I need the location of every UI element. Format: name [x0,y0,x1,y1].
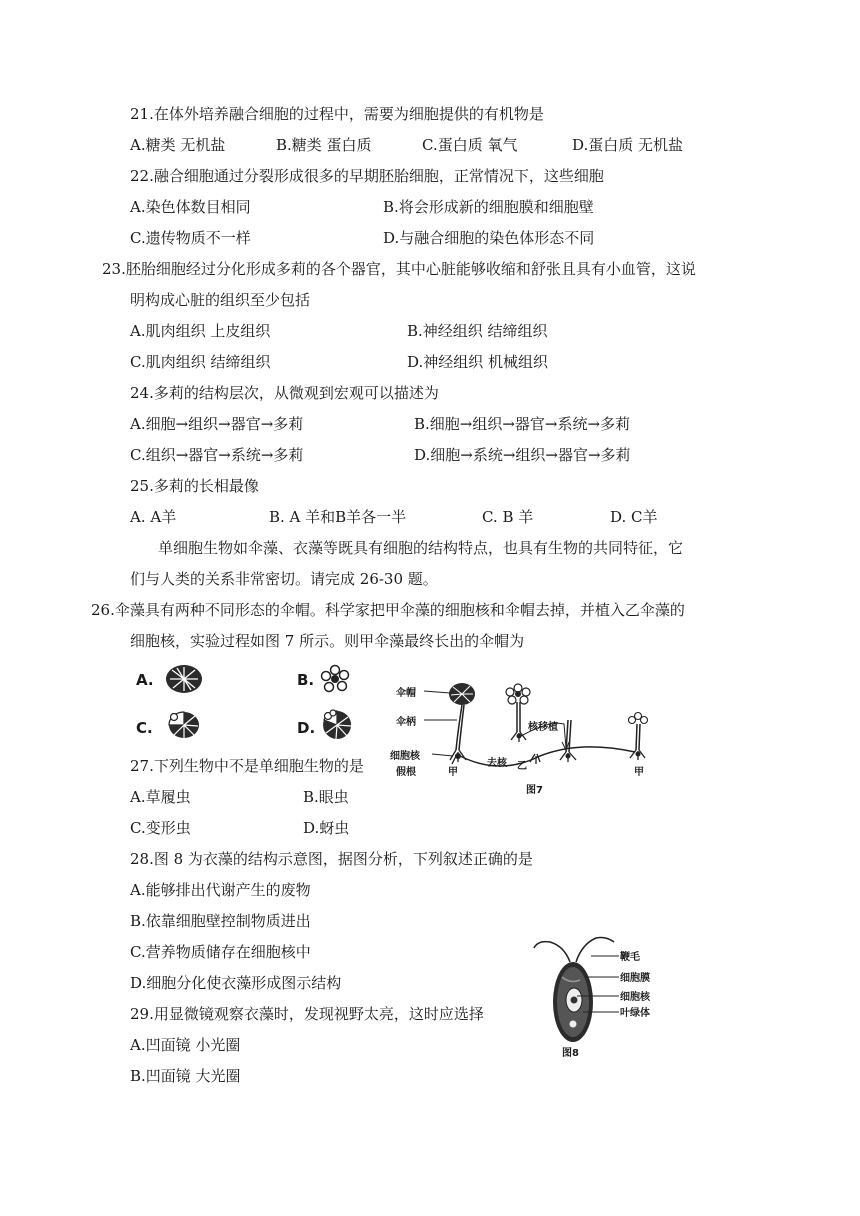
q29-option-b: B.凹面镜 大光圈 [130,1067,241,1085]
q26-option-b-letter: B. [297,671,315,689]
q21-option-d: D.蛋白质 无机盐 [572,136,684,154]
fig8-label-flagellum: 鞭毛 [620,952,640,963]
q26-option-c-cap-image [162,708,206,742]
q23-stem-line1: 23.胚胎细胞经过分化形成多莉的各个器官，其中心脏能够收缩和舒张且具有小血管，这说 [102,260,696,278]
q27-stem: 27.下列生物中不是单细胞生物的是 [130,757,364,775]
q22-option-d: D.与融合细胞的染色体形态不同 [383,229,595,247]
q28-option-c: C.营养物质储存在细胞核中 [130,943,311,961]
q27-option-c: C.变形虫 [130,819,191,837]
q23-option-c: C.肌肉组织 结缔组织 [130,353,271,371]
q23-option-b: B.神经组织 结缔组织 [407,322,548,340]
q27-option-a: A.草履虫 [130,788,191,806]
q21-stem: 21.在体外培养融合细胞的过程中，需要为细胞提供的有机物是 [130,105,544,123]
q25-option-c: C. B 羊 [482,508,534,526]
fig8-label-chloroplast: 叶绿体 [620,1008,650,1019]
q27-option-d: D.蚜虫 [303,819,350,837]
q21-option-c: C.蛋白质 氧气 [422,136,518,154]
q26-option-c-letter: C. [136,719,153,737]
q26-option-d-cap-image [320,708,354,742]
fig8-label-membrane: 细胞膜 [620,973,650,984]
q26-option-d-letter: D. [297,719,316,737]
q25-option-d: D. C羊 [610,508,658,526]
q26-option-a-cap-image [162,662,206,696]
figure-8-leader-lines [565,950,625,1020]
q27-option-b: B.眼虫 [303,788,349,806]
q28-option-b: B.依靠细胞壁控制物质进出 [130,912,311,930]
q23-option-d: D.神经组织 机械组织 [407,353,549,371]
fig7-caption: 图7 [526,785,543,796]
fig7-label-stalk: 伞柄 [396,717,416,728]
q24-stem: 24.多莉的结构层次，从微观到宏观可以描述为 [130,384,439,402]
q26-stem-line1: 26.伞藻具有两种不同形态的伞帽。科学家把甲伞藻的细胞核和伞帽去掉，并植入乙伞藻的 [91,601,685,619]
fig7-label-transplant: 核移植 [528,722,558,733]
fig8-label-nucleus: 细胞核 [620,992,650,1003]
fig7-label-yi: 乙 [517,761,527,772]
q28-option-a: A.能够排出代谢产生的废物 [130,881,311,899]
fig7-label-jia-right: 甲 [634,767,644,778]
fig7-label-cap: 伞帽 [396,688,416,699]
q29-stem: 29.用显微镜观察衣藻时，发现视野太亮，这时应选择 [130,1005,484,1023]
fig8-caption: 图8 [562,1048,579,1059]
q25-stem: 25.多莉的长相最像 [130,477,259,495]
q22-option-a: A.染色体数目相同 [130,198,251,216]
q24-option-b: B.细胞→组织→器官→系统→多莉 [414,415,631,433]
figure-7-diagram [390,680,660,800]
intro-line2: 们与人类的关系非常密切。请完成 26-30 题。 [130,570,438,588]
fig7-label-nucleus: 细胞核 [390,751,420,762]
q24-option-c: C.组织→器官→系统→多莉 [130,446,304,464]
q26-option-a-letter: A. [136,671,154,689]
q24-option-a: A.细胞→组织→器官→多莉 [130,415,304,433]
fig7-label-jia-left: 甲 [448,767,458,778]
q21-option-a: A.糖类 无机盐 [130,136,226,154]
q28-stem: 28.图 8 为衣藻的结构示意图，据图分析，下列叙述正确的是 [130,850,533,868]
fig7-label-rhizoid: 假根 [396,767,416,778]
q21-option-b: B.糖类 蛋白质 [276,136,372,154]
q25-option-a: A. A羊 [130,508,177,526]
q29-option-a: A.凹面镜 小光圈 [130,1036,241,1054]
q25-option-b: B. A 羊和B羊各一半 [269,508,407,526]
q23-option-a: A.肌肉组织 上皮组织 [130,322,271,340]
q22-option-c: C.遗传物质不一样 [130,229,251,247]
q28-option-d: D.细胞分化使衣藻形成图示结构 [130,974,342,992]
q23-stem-line2: 明构成心脏的组织至少包括 [130,291,311,309]
q22-stem: 22.融合细胞通过分裂形成很多的早期胚胎细胞，正常情况下，这些细胞 [130,167,604,185]
q24-option-d: D.细胞→系统→组织→器官→多莉 [414,446,631,464]
q22-option-b: B.将会形成新的细胞膜和细胞壁 [383,198,594,216]
fig7-label-remove-nucleus: 去核 [487,758,507,769]
q26-stem-line2: 细胞核，实验过程如图 7 所示。则甲伞藻最终长出的伞帽为 [130,632,525,650]
q26-option-b-cap-image [320,664,350,694]
intro-line1: 单细胞生物如伞藻、衣藻等既具有细胞的结构特点，也具有生物的共同特征，它 [158,539,684,557]
